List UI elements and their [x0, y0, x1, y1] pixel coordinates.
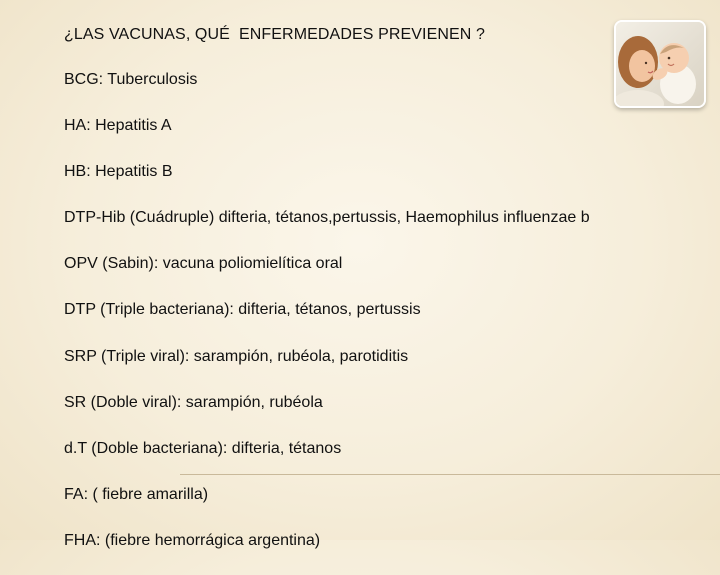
slide-title: ¿LAS VACUNAS, QUÉ ENFERMEDADES PREVIENEN ?	[64, 26, 485, 43]
list-item: SR (Doble viral): sarampión, rubéola	[64, 393, 323, 411]
list-item: FA: ( fiebre amarilla)	[64, 485, 209, 503]
list-item: OPV (Sabin): vacuna poliomielítica oral	[64, 255, 343, 273]
mother-baby-icon	[616, 22, 704, 106]
decorative-divider	[180, 474, 720, 475]
list-item: DTP (Triple bacteriana): difteria, tétanos, pertussis	[64, 301, 421, 319]
list-item: SRP (Triple viral): sarampión, rubéola, parotiditis	[64, 347, 409, 365]
list-item: BCG: Tuberculosis	[64, 71, 198, 88]
mother-and-baby-photo	[614, 20, 706, 108]
list-item: FHA: (fiebre hemorrágica argentina)	[64, 531, 321, 549]
vaccine-list	[64, 68, 590, 575]
list-item: d.T (Doble bacteriana): difteria, tétanos	[64, 439, 342, 457]
list-item: HB: Hepatitis B	[64, 163, 173, 181]
list-item: DTP-Hib (Cuádruple) difteria, tétanos,pertussis, Haemophilus influenzae b	[64, 209, 590, 227]
list-item: HA: Hepatitis A	[64, 117, 172, 135]
